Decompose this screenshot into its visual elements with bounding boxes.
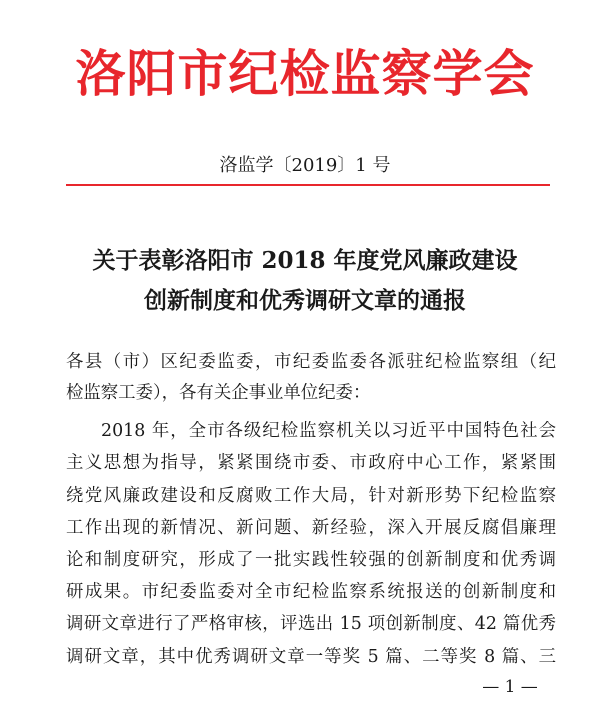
paragraph-line-5: 论和制度研究，形成了一批实践性较强的创新制度和优秀调 <box>66 550 556 570</box>
paragraph-line-8: 调研文章，其中优秀调研文章一等奖 5 篇、二等奖 8 篇、三 <box>66 647 556 667</box>
document-title-line-1: 关于表彰洛阳市 2018 年度党风廉政建设 <box>92 247 518 274</box>
paragraph-line-6: 研成果。市纪委监委对全市纪检监察系统报送的创新制度和 <box>66 582 556 602</box>
page-number: — 1 — <box>482 677 538 697</box>
paragraph-line-3: 绕党风廉政建设和反腐败工作大局，针对新形势下纪检监察 <box>66 486 556 506</box>
document-title-line-2: 创新制度和优秀调研文章的通报 <box>144 287 466 314</box>
salutation-line-2: 检监察工委），各有关企事业单位纪委： <box>66 383 371 403</box>
paragraph-line-7: 调研文章进行了严格审核，评选出 15 项创新制度、42 篇优秀 <box>66 614 556 634</box>
paragraph-line-1: 2018 年，全市各级纪检监察机关以习近平中国特色社会 <box>101 421 556 441</box>
red-divider-line <box>66 184 550 186</box>
letterhead-org-name: 洛阳市纪检监察学会 <box>75 45 535 103</box>
paragraph-line-2: 主义思想为指导，紧紧围绕市委、市政府中心工作，紧紧围 <box>66 453 556 473</box>
document-number: 洛监学〔2019〕1 号 <box>219 155 391 176</box>
paragraph-line-4: 工作出现的新情况、新问题、新经验，深入开展反腐倡廉理 <box>66 518 556 538</box>
salutation-line-1: 各县（市）区纪委监委，市纪委监委各派驻纪检监察组（纪 <box>66 352 556 372</box>
